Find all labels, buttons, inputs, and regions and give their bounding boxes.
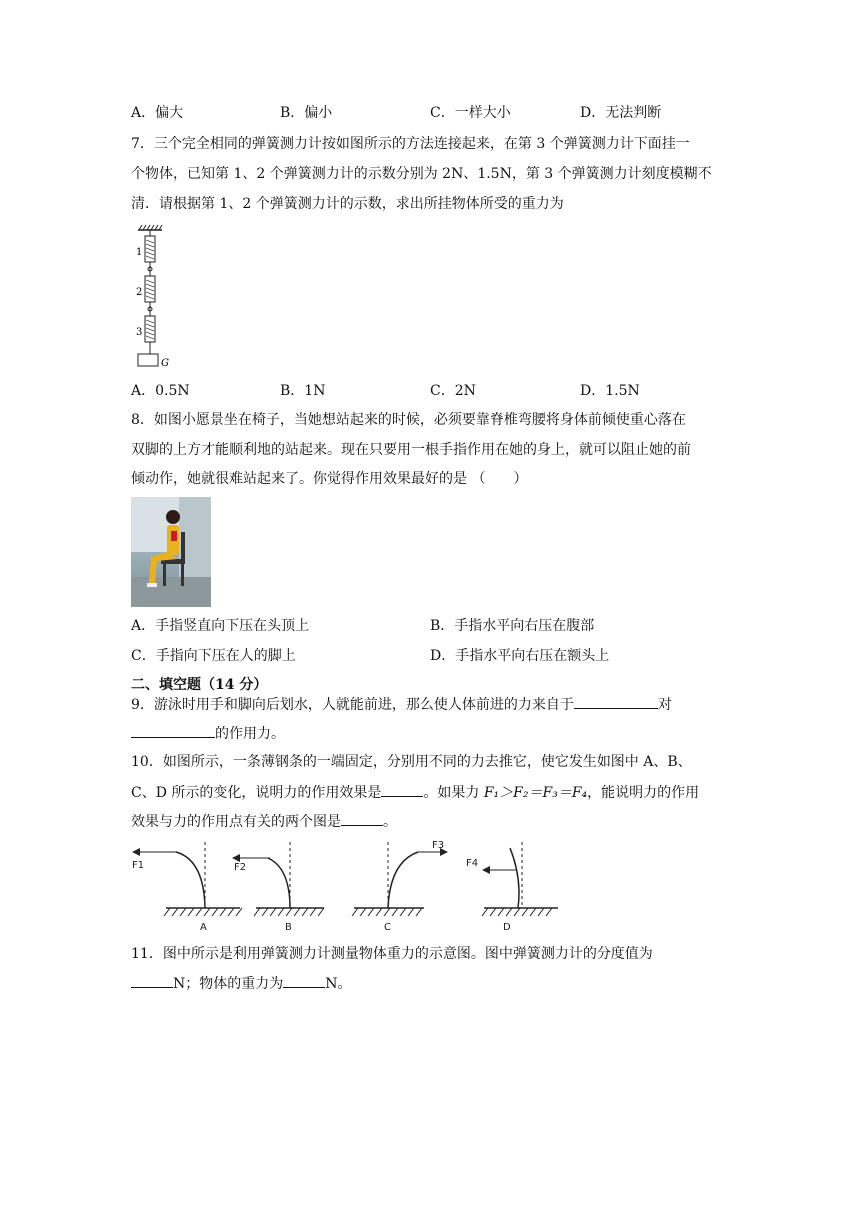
q9-blank-2 [131,723,215,738]
q8-option-b: B．手指水平向右压在腹部 [430,618,595,634]
q9-text-b: 对 [657,697,672,713]
diagram-c [352,840,446,933]
q11-blank-2 [283,973,325,988]
scale-label-3: 3 [136,327,143,338]
q10-text-e: 。 [383,814,397,830]
q9-blank-1 [574,694,658,709]
q10-force-relation: F₁＞F₂＝F₃＝F₄ [483,785,588,801]
q8-text-line-3: 倾动作，她就很难站起来了。你觉得作用效果最好的是 （ ） [131,471,528,487]
force-label-f2: F2 [234,862,247,873]
q7-text-line-1: 7．三个完全相同的弹簧测力计按如图所示的方法连接起来，在第 3 个弹簧测力计下面挂一 [131,136,690,152]
scale-label-1: 1 [136,247,143,258]
q6-option-c: C．一样大小 [430,105,511,121]
force-label-f4: F4 [466,858,479,869]
q10-line-1: 10．如图所示，一条薄钢条的一端固定，分别用不同的力去推它，使它发生如图中 A、B、 [131,754,692,770]
diagram-letter-b: B [285,922,292,933]
q7-option-d: D．1.5N [580,383,640,399]
q10-blank-1 [381,782,423,797]
diagram-d [466,842,558,933]
q8-option-a: A．手指竖直向下压在头顶上 [131,618,310,634]
q10-text-a: C、D 所示的变化，说明力的作用效果是 [131,785,382,801]
q7-text-line-2: 个物体，已知第 1、2 个弹簧测力计的示数分别为 2N、1.5N，第 3 个弹簧测力计刻度模糊不 [131,166,712,182]
q10-text-d: 效果与力的作用点有关的两个图是 [131,814,341,830]
diagram-letter-d: D [503,922,511,933]
diagram-letter-a: A [200,922,207,933]
spring-scales-figure [128,224,188,372]
q11-text-b: N。 [325,976,352,992]
section-2-title: 二、填空题（14 分） [131,677,268,693]
weight-label-g: G [161,358,169,369]
q6-option-a: A．偏大 [131,105,184,121]
q10-text-c: ，能说明力的作用 [587,785,700,801]
q7-option-a: A．0.5N [131,383,190,399]
q9-text-a: 9．游泳时用手和脚向后划水，人就能前进，那么使人体前进的力来自于 [131,697,574,713]
q11-line-2 [131,973,352,994]
force-label-f3: F3 [432,840,445,851]
diagram-letter-c: C [384,922,391,933]
q8-option-d: D．手指水平向右压在额头上 [430,648,610,664]
q10-line-2 [131,782,699,803]
q11-line-1: 11．图中所示是利用弹簧测力计测量物体重力的示意图。图中弹簧测力计的分度值为 [131,946,653,962]
force-label-f1: F1 [132,860,145,871]
q11-text-a: N；物体的重力为 [173,976,284,992]
q8-text-line-1: 8．如图小愿景坐在椅子，当她想站起来的时候，必须要靠脊椎弯腰将身体前倾使重心落在 [131,412,686,428]
diagram-a [132,842,242,933]
q7-text-line-3: 清．请根据第 1、2 个弹簧测力计的示数，求出所挂物体所受的重力为 [131,196,564,212]
q7-option-c: C．2N [430,383,476,399]
q10-line-3 [131,811,397,832]
scale-label-2: 2 [136,287,143,298]
q8-option-c: C．手指向下压在人的脚上 [131,648,296,664]
q6-option-b: B．偏小 [280,105,333,121]
q6-option-d: D．无法判断 [580,105,662,121]
q10-text-b: 。如果力 [423,785,484,801]
steel-strip-figure [128,838,568,938]
q10-blank-2 [341,811,383,826]
q11-blank-1 [131,973,173,988]
q9-text-c: 的作用力。 [215,726,285,742]
q9-line-1 [131,694,672,715]
q7-option-b: B．1N [280,383,326,399]
q9-line-2 [131,723,285,744]
seated-girl-photo [131,497,211,607]
diagram-b [234,842,324,933]
q8-text-line-2: 双脚的上方才能顺利地的站起来。现在只要用一根手指作用在她的身上，就可以阻止她的前 [131,442,691,458]
